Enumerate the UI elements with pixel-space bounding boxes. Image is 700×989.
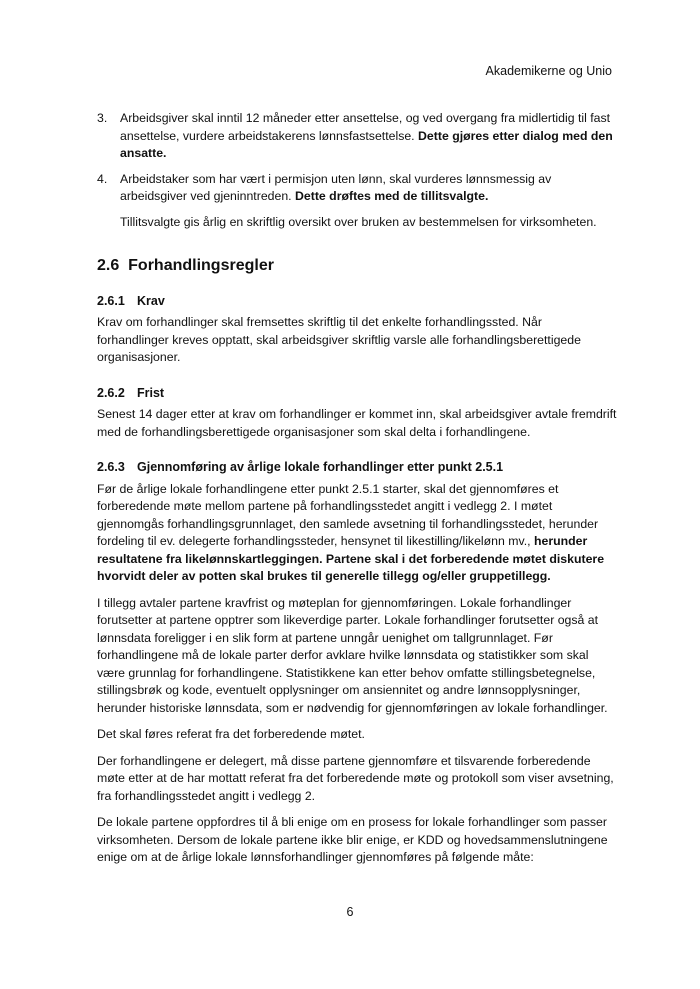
paragraph: Krav om forhandlinger skal fremsettes skriftlig til det enkelte forhandlingssted. Når forhandlinger kreves opptatt, skal arbeidsgiver skriftlig varsle alle forhandlingsberettigede organisasjoner.	[97, 315, 581, 364]
list-item	[97, 171, 617, 206]
subsection-heading: 2.6.2 Frist	[97, 385, 165, 400]
subsection-krav	[97, 293, 617, 367]
paragraph: I tillegg avtaler partene kravfrist og møteplan for gjennomføringen. Lokale forhandlinger forutsetter at partene opptrer som likeverdige parter. Lokale forhandlinger forutsetter også at lønnsdata foreligger i en slik form at partene unngår uenighet om tallgrunnlaget. Før forhandlingene må de lokale parter derfor avklare hvilke lønnsdata og statistikker som skal være grunnlag for forhandlingene. Statistikkene kan etter behov omfatte stillingsbetegnelse, stillingsbrøk og kode, eventuelt opplysninger om ansiennitet og andre lønnsopplysninger, herunder historiske lønnsdata, som er nødvendig for gjennomføringen av lokale forhandlinger.	[97, 595, 608, 715]
paragraph: Der forhandlingene er delegert, må disse partene gjennomføre et tilsvarende forberedende møte etter at de har mottatt referat fra det forberedende møte og protokoll som viser avsetning, fra forhandlingsstedet angitt i vedlegg 2.	[97, 753, 614, 803]
list-number: 3.	[97, 111, 108, 125]
subsection-gjennomforing	[97, 459, 617, 867]
subsection-heading: 2.6.3 Gjennomføring av årlige lokale forhandlinger etter punkt 2.5.1	[97, 460, 504, 474]
document-body	[97, 110, 617, 876]
list-item	[97, 110, 617, 163]
subsection-heading: 2.6.1 Krav	[97, 293, 165, 308]
bold-text: Dette gjøres etter dialog med den ansatte.	[120, 128, 613, 160]
paragraph: Det skal føres referat fra det forberedende møtet.	[97, 727, 365, 741]
note-text: Tillitsvalgte gis årlig en skriftlig oversikt over bruken av bestemmelsen for virksomheten.	[120, 214, 597, 229]
page-number: 6	[346, 905, 354, 919]
list-text: Arbeidstaker som har vært i permisjon uten lønn, skal vurderes lønnsmessig av arbeidsgiver ved gjeninntreden. Dette drøftes med de tillitsvalgte.	[120, 171, 552, 203]
list-text: Arbeidsgiver skal inntil 12 måneder etter ansettelse, og ved overgang fra midlertidig til fast ansettelse, vurdere arbeidstakerens lønnsfastsettelse. Dette gjøres etter dialog med den ansatte.	[120, 111, 613, 160]
section-heading: 2.6 Forhandlingsregler	[97, 257, 274, 274]
bold-text: Dette drøftes med de tillitsvalgte.	[295, 189, 489, 203]
page-header: Akademikerne og Unio	[485, 64, 612, 78]
paragraph: Før de årlige lokale forhandlingene etter punkt 2.5.1 starter, skal det gjennomføres et forberedende møte mellom partene på forhandlingsstedet angitt i vedlegg 2. I møtet gjennomgås forhandlingsgrunnlaget, den samlede avsetning til forhandlingsstedet, herunder fordeling til ev. delegerte forhandlingssteder, hensynet til likestilling/likelønn mv., herunder resultatene fra likelønnskartleggingen. Partene skal i det forberedende møtet diskutere hvorvidt deler av potten skal brukes til generelle tillegg og/eller gruppetillegg.	[97, 481, 605, 583]
list-number: 4.	[97, 171, 108, 186]
paragraph: De lokale partene oppfordres til å bli enige om en prosess for lokale forhandlinger som passer virksomheten. Dersom de lokale partene ikke blir enige, er KDD og hovedsammenslutningene enige om at de årlige lokale lønnsforhandlinger gjennomføres på følgende måte:	[97, 815, 608, 864]
subsection-frist	[97, 385, 617, 442]
paragraph: Senest 14 dager etter at krav om forhandlinger er kommet inn, skal arbeidsgiver avtale fremdrift med de forhandlingsberettigede organisasjoner som skal delta i forhandlingene.	[97, 407, 617, 439]
bold-text: herunder resultatene fra likelønnskartleggingen. Partene skal i det forberedende møtet diskutere hvorvidt deler av potten skal brukes til generelle tillegg og/eller gruppetillegg.	[97, 534, 605, 583]
